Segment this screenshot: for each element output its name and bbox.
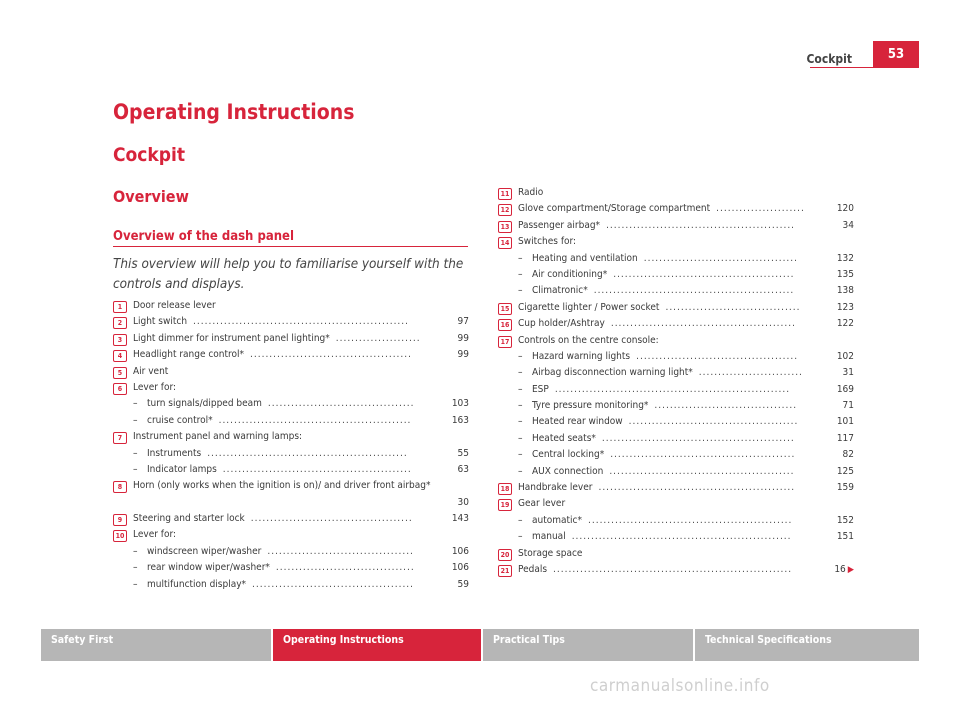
item-label: Pedals	[518, 563, 548, 575]
page-reference-number: 55	[457, 447, 469, 459]
list-item	[498, 349, 854, 365]
page-reference-number: 82	[842, 449, 854, 461]
header-rule	[810, 67, 919, 68]
item-number-badge: 3	[113, 334, 127, 346]
bullet-dash: –	[133, 414, 138, 426]
leader-dots: ..................................................	[218, 414, 412, 426]
page-reference-number: 138	[836, 285, 854, 297]
item-label: Air vent	[133, 365, 169, 377]
bullet-dash: –	[518, 252, 523, 264]
page-reference-number: 122	[836, 318, 854, 330]
item-label: Glove compartment/Storage compartment	[518, 203, 711, 215]
leader-dots: ........................................	[643, 252, 798, 264]
leader-dots: .........................................................	[571, 531, 792, 543]
page-reference[interactable]	[820, 398, 854, 414]
leader-dots: ..........................................	[636, 350, 799, 362]
subsection-heading: Overview	[113, 187, 189, 206]
topic-heading: Overview of the dash panel	[113, 229, 294, 244]
page-reference[interactable]	[435, 577, 469, 593]
leader-dots: ....................................................	[207, 447, 408, 459]
item-number-badge: 13	[498, 221, 512, 233]
list-item	[113, 429, 469, 445]
item-label: AUX connection	[532, 465, 604, 477]
item-label: Heated seats*	[532, 432, 596, 444]
page-reference[interactable]	[435, 347, 469, 363]
item-number-badge: 1	[113, 301, 127, 313]
leader-dots: ..........................................	[252, 578, 415, 590]
page-number-badge: 53	[873, 41, 919, 67]
list-item	[498, 333, 854, 349]
list-item	[498, 414, 854, 430]
leader-dots: ....................................................	[593, 285, 795, 297]
item-label: Light dimmer for instrument panel lighting*	[133, 332, 330, 344]
leader-dots: .......................	[716, 203, 805, 215]
item-label: Storage space	[518, 547, 583, 559]
item-label: Hazard warning lights	[532, 350, 631, 362]
page-reference-number: 117	[836, 432, 854, 444]
item-label: Tyre pressure monitoring*	[532, 400, 649, 412]
page-reference[interactable]	[820, 480, 854, 496]
item-label: ESP	[532, 383, 549, 395]
list-item	[498, 251, 854, 267]
item-label: Lever for:	[133, 529, 177, 541]
page-reference-number: 169	[836, 383, 854, 395]
bullet-dash: –	[133, 398, 138, 410]
item-label: Cigarette lighter / Power socket	[518, 301, 660, 313]
page-reference-number: 97	[457, 316, 469, 328]
bullet-dash: –	[133, 562, 138, 574]
footer-tab-4[interactable]: Technical Specifications	[695, 629, 919, 661]
page-reference-number: 151	[836, 531, 854, 543]
page-reference[interactable]	[820, 218, 854, 234]
leader-dots: ...................................................	[598, 482, 796, 494]
leader-dots: ......................................	[267, 545, 414, 557]
page-reference-number: 102	[836, 350, 854, 362]
list-item	[498, 480, 854, 496]
page-reference-number: 34	[842, 219, 854, 231]
list-item	[113, 527, 469, 543]
item-label: cruise control*	[147, 414, 213, 426]
page-reference[interactable]	[820, 464, 854, 480]
list-item	[498, 546, 854, 562]
bullet-dash: –	[518, 416, 523, 428]
page-reference-number: 16	[834, 563, 846, 575]
list-item	[498, 201, 854, 217]
page-reference[interactable]	[820, 316, 854, 332]
watermark: carmanualsonline.info	[590, 676, 770, 696]
item-number-badge: 7	[113, 432, 127, 444]
list-item	[498, 234, 854, 250]
leader-dots: ................................................	[610, 449, 796, 461]
item-number-badge: 19	[498, 499, 512, 511]
item-label: Instrument panel and warning lamps:	[133, 431, 303, 443]
item-label: Controls on the centre console:	[518, 334, 659, 346]
item-label: Cup holder/Ashtray	[518, 318, 605, 330]
bullet-dash: –	[518, 285, 523, 297]
list-item	[113, 544, 469, 560]
item-label: Headlight range control*	[133, 349, 245, 361]
item-label: Radio	[518, 187, 544, 198]
page-reference-number: 132	[836, 252, 854, 264]
item-label: manual	[532, 531, 566, 543]
left-item-list	[113, 298, 469, 593]
footer-tab-bar	[41, 629, 919, 661]
list-item	[498, 447, 854, 463]
bullet-dash: –	[518, 514, 523, 526]
page-reference-number: 99	[457, 332, 469, 344]
list-item	[113, 396, 469, 412]
list-item	[498, 562, 854, 578]
list-item	[113, 462, 469, 478]
item-number-badge: 10	[113, 530, 127, 542]
item-number-badge: 6	[113, 383, 127, 395]
chapter-heading: Operating Instructions	[113, 100, 355, 124]
page-reference-number: 143	[451, 513, 469, 525]
intro-text: This overview will help you to familiarise yourself with the controls and displays.	[113, 257, 464, 292]
item-number-badge: 8	[113, 481, 127, 493]
list-item	[113, 380, 469, 396]
item-label: Switches for:	[518, 236, 577, 248]
page-reference[interactable]	[820, 382, 854, 398]
page-reference[interactable]	[820, 300, 854, 316]
page-reference[interactable]	[435, 413, 469, 429]
page-reference-number: 31	[842, 367, 854, 379]
page-reference[interactable]	[820, 529, 854, 545]
item-label: Horn (only works when the ignition is on)/ and driver front airbag*	[133, 480, 431, 492]
leader-dots: ....................................	[275, 562, 415, 574]
leader-dots: ..................................................	[601, 432, 795, 444]
page-reference-number: 63	[457, 463, 469, 475]
item-label: Central locking*	[532, 449, 605, 461]
item-number-badge: 21	[498, 565, 512, 577]
item-label: Lever for:	[133, 381, 177, 393]
leader-dots: .....................................	[654, 400, 798, 412]
page-reference-number: 159	[836, 482, 854, 494]
list-item	[113, 347, 469, 363]
leader-dots: ...........................	[698, 367, 803, 379]
leader-dots: ................................................	[609, 465, 795, 477]
bullet-dash: –	[518, 449, 523, 461]
leader-dots: .................................................	[606, 219, 796, 231]
item-label: Indicator lamps	[147, 463, 217, 475]
page-reference-number: 106	[451, 545, 469, 557]
item-label: rear window wiper/washer*	[147, 562, 270, 574]
page-reference-number: 135	[836, 268, 854, 280]
page-reference[interactable]	[820, 431, 854, 447]
bullet-dash: –	[133, 447, 138, 459]
footer-tab-3[interactable]: Practical Tips	[483, 629, 695, 661]
list-item	[113, 560, 469, 576]
page-reference[interactable]	[820, 414, 854, 430]
list-item	[498, 382, 854, 398]
page-reference[interactable]	[435, 446, 469, 462]
page-reference-number: 125	[836, 465, 854, 477]
list-item	[498, 464, 854, 480]
bullet-dash: –	[518, 465, 523, 477]
page-reference-number: 71	[842, 400, 854, 412]
leader-dots: ..............................................................	[553, 563, 793, 575]
topic-heading-rule	[113, 246, 468, 247]
list-item	[498, 529, 854, 545]
right-item-list	[498, 185, 854, 578]
item-label: Handbrake lever	[518, 482, 593, 494]
footer-tab-1[interactable]: Safety First	[41, 629, 273, 661]
bullet-dash: –	[133, 463, 138, 475]
item-label: windscreen wiper/washer	[147, 545, 262, 557]
leader-dots: .................................................	[222, 463, 412, 475]
list-item	[113, 478, 469, 511]
bullet-dash: –	[518, 350, 523, 362]
bullet-dash: –	[133, 578, 138, 590]
list-item	[113, 364, 469, 380]
item-label: Door release lever	[133, 300, 216, 311]
leader-dots: ........................................................	[193, 316, 409, 328]
page-reference[interactable]	[820, 283, 854, 299]
item-number-badge: 20	[498, 549, 512, 561]
page-reference-number: 106	[451, 562, 469, 574]
bullet-dash: –	[518, 531, 523, 543]
item-label: Light switch	[133, 316, 188, 328]
item-number-badge: 4	[113, 350, 127, 362]
page-reference[interactable]	[820, 349, 854, 365]
list-item	[113, 577, 469, 593]
bullet-dash: –	[518, 383, 523, 395]
item-label: Instruments	[147, 447, 202, 459]
item-label: Heated rear window	[532, 416, 623, 428]
item-number-badge: 5	[113, 367, 127, 379]
item-number-badge: 16	[498, 319, 512, 331]
item-number-badge: 9	[113, 514, 127, 526]
leader-dots: .....................................................	[588, 514, 793, 526]
page-reference-number: 101	[836, 416, 854, 428]
bullet-dash: –	[518, 268, 523, 280]
list-item	[113, 331, 469, 347]
page-reference[interactable]	[820, 251, 854, 267]
list-item	[498, 398, 854, 414]
item-number-badge: 11	[498, 188, 512, 200]
item-label: Climatronic*	[532, 285, 588, 297]
page-reference[interactable]	[820, 201, 854, 217]
item-label: Steering and starter lock	[133, 513, 245, 525]
page-reference-number: 163	[451, 414, 469, 426]
page-reference-number: 59	[457, 578, 469, 590]
running-header-title: Cockpit	[806, 52, 852, 66]
page-reference[interactable]	[820, 447, 854, 463]
leader-dots: ............................................	[628, 416, 799, 428]
list-item	[498, 496, 854, 512]
page-reference[interactable]	[820, 365, 854, 381]
page-reference[interactable]	[435, 331, 469, 347]
bullet-dash: –	[518, 432, 523, 444]
list-item	[498, 316, 854, 332]
list-item	[113, 413, 469, 429]
leader-dots: ................................................	[610, 318, 796, 330]
list-item	[498, 185, 854, 201]
page-reference-number: 152	[836, 514, 854, 526]
page-reference[interactable]	[435, 560, 469, 576]
item-label: Heating and ventilation	[532, 252, 638, 264]
list-item	[113, 314, 469, 330]
page-reference[interactable]	[820, 513, 854, 529]
item-label: Passenger airbag*	[518, 219, 601, 231]
list-item	[498, 431, 854, 447]
page-reference[interactable]	[820, 267, 854, 283]
list-item	[498, 218, 854, 234]
item-number-badge: 15	[498, 303, 512, 315]
item-label: automatic*	[532, 514, 582, 526]
leader-dots: ..........................................	[250, 349, 412, 361]
page-reference-number: 30	[457, 496, 469, 508]
leader-dots: ..........................................	[250, 513, 413, 525]
continue-arrow-icon: ▶	[847, 564, 854, 575]
page-reference[interactable]	[820, 562, 854, 578]
leader-dots: ...................................	[665, 301, 801, 313]
item-label: Air conditioning*	[532, 268, 608, 280]
bullet-dash: –	[133, 545, 138, 557]
list-item	[498, 365, 854, 381]
page-reference[interactable]	[435, 544, 469, 560]
list-item	[113, 511, 469, 527]
page-reference[interactable]	[435, 396, 469, 412]
leader-dots: .............................................................	[554, 383, 791, 395]
item-number-badge: 17	[498, 336, 512, 348]
page-reference[interactable]	[435, 462, 469, 478]
item-label: turn signals/dipped beam	[147, 398, 262, 410]
bullet-dash: –	[518, 367, 523, 379]
list-item	[498, 300, 854, 316]
list-item	[498, 267, 854, 283]
page-reference-number: 120	[836, 203, 854, 215]
item-label: Airbag disconnection warning light*	[532, 367, 693, 379]
item-number-badge: 18	[498, 483, 512, 495]
item-number-badge: 2	[113, 317, 127, 329]
page-reference[interactable]	[435, 314, 469, 330]
page-reference[interactable]	[435, 511, 469, 527]
item-label: multifunction display*	[147, 578, 247, 590]
item-number-badge: 12	[498, 204, 512, 216]
item-label: Gear lever	[518, 498, 566, 510]
bullet-dash: –	[518, 400, 523, 412]
page-reference-number: 99	[457, 349, 469, 361]
list-item	[498, 283, 854, 299]
leader-dots: ...............................................	[613, 268, 795, 280]
list-item	[498, 513, 854, 529]
list-item	[113, 446, 469, 462]
item-number-badge: 14	[498, 237, 512, 249]
page-reference-number: 123	[836, 301, 854, 313]
section-heading: Cockpit	[113, 144, 186, 166]
list-item	[113, 298, 469, 314]
page-reference[interactable]	[435, 495, 469, 511]
leader-dots: ......................	[335, 332, 421, 344]
footer-tab-2[interactable]: Operating Instructions	[273, 629, 483, 661]
leader-dots: ......................................	[267, 398, 415, 410]
page-reference-number: 103	[451, 398, 469, 410]
